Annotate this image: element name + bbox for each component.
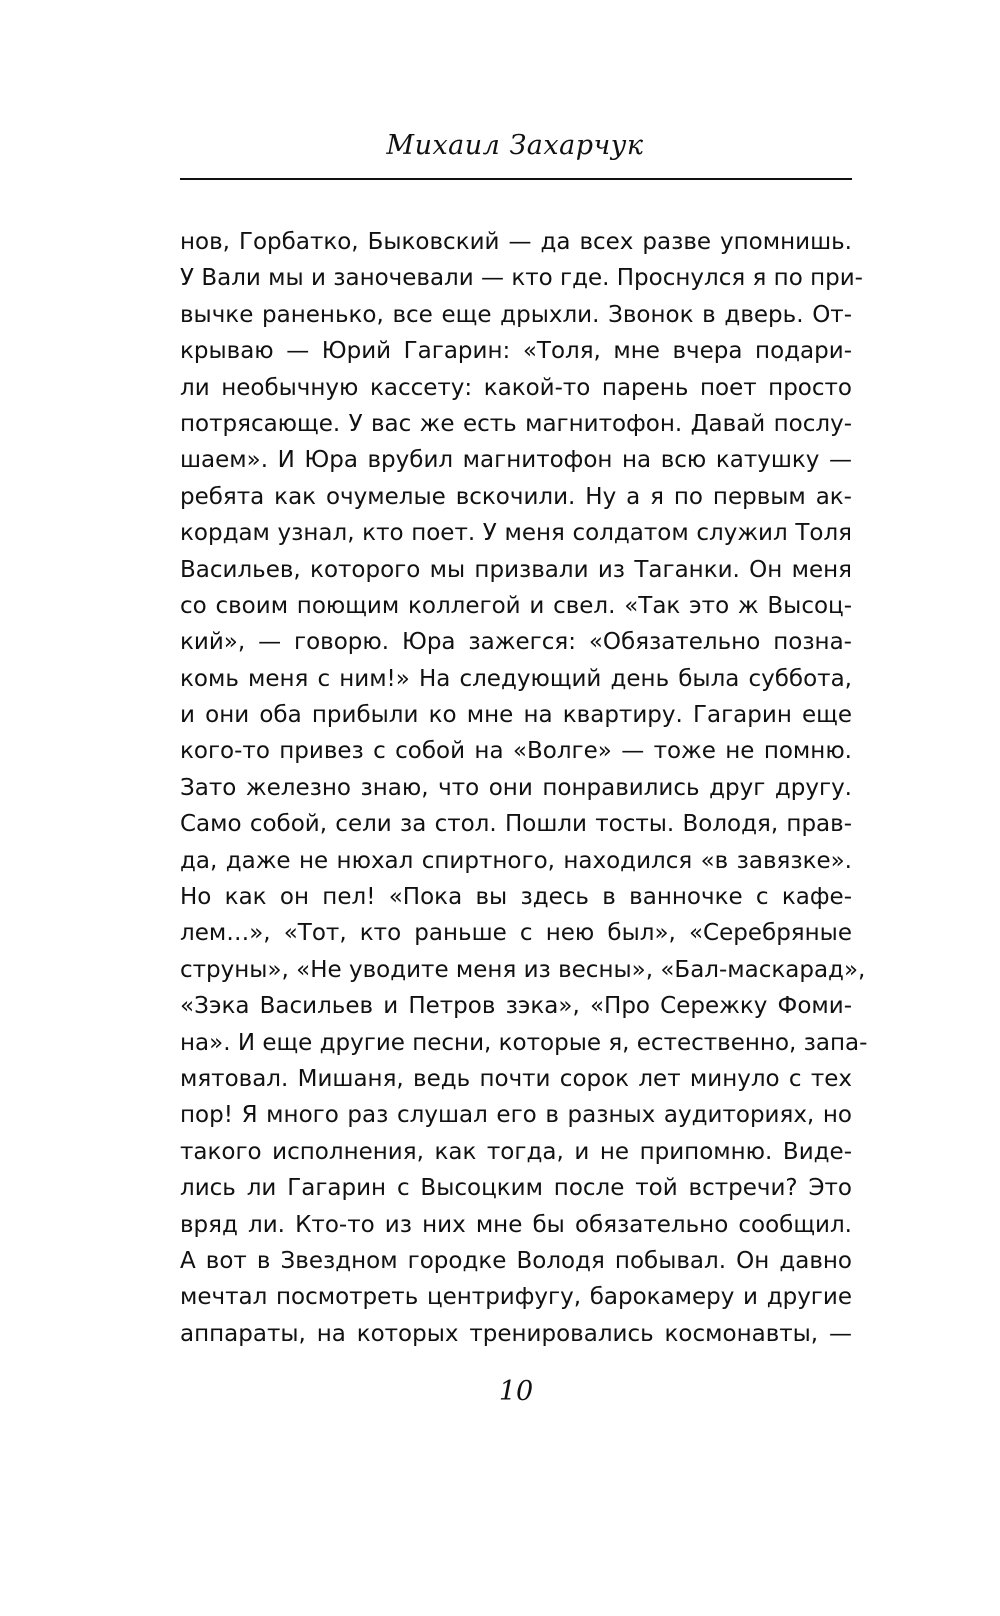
text-line: кордам узнал, кто поет. У меня солдатом служил Толя (180, 520, 852, 547)
text-line: лем…», «Тот, кто раньше с нею был», «Серебряные (180, 920, 852, 947)
text-line: потрясающе. У вас же есть магнитофон. Давай послу- (180, 410, 852, 437)
text-line: кого-то привез с собой на «Волге» — тоже не помню. (180, 738, 852, 765)
text-line: ребята как очумелые вскочили. Ну а я по первым ак- (180, 483, 852, 510)
header-rule (180, 178, 852, 180)
text-line: шаем». И Юра врубил магнитофон на всю катушку — (180, 447, 852, 474)
text-line: А вот в Звездном городке Володя побывал. Он давно (180, 1247, 852, 1274)
text-line: на». И еще другие песни, которые я, естественно, запа- (180, 1029, 868, 1056)
text-line: такого исполнения, как тогда, и не припомню. Виде- (180, 1138, 852, 1165)
text-line: вряд ли. Кто-то из них мне бы обязательно сообщил. (180, 1211, 852, 1238)
text-line: кий», — говорю. Юра зажегся: «Обязательно позна- (180, 629, 852, 656)
text-line: Зато железно знаю, что они понравились друг другу. (180, 774, 852, 801)
text-line: ли необычную кассету: какой-то парень поет просто (180, 374, 852, 401)
text-line: крываю — Юрий Гагарин: «Толя, мне вчера подари- (180, 338, 852, 365)
text-line: аппараты, на которых тренировались космонавты, — (180, 1320, 852, 1347)
text-line: Васильев, которого мы призвали из Таганки. Он меня (180, 556, 852, 583)
text-line: вычке раненько, все еще дрыхли. Звонок в дверь. От- (180, 301, 852, 328)
text-line: Но как он пел! «Пока вы здесь в ванночке с кафе- (180, 884, 852, 911)
text-line: и они оба прибыли ко мне на квартиру. Гагарин еще (180, 702, 852, 729)
text-line: «Зэка Васильев и Петров зэка», «Про Сережку Фоми- (180, 993, 852, 1020)
text-line: нов, Горбатко, Быковский — да всех разве упомнишь. (180, 229, 852, 255)
text-line: да, даже не нюхал спиртного, находился «в завязке». (180, 847, 852, 874)
text-line: лись ли Гагарин с Высоцким после той встречи? Это (180, 1175, 852, 1202)
text-line: со своим поющим коллегой и свел. «Так это ж Высоц- (180, 592, 852, 619)
text-line: комь меня с ним!» На следующий день была суббота, (180, 665, 852, 692)
running-head-author: Михаил Захарчук (386, 130, 644, 161)
text-line: У Вали мы и заночевали — кто где. Проснулся я по при- (180, 265, 863, 292)
body-text (180, 224, 868, 1352)
text-line: мечтал посмотреть центрифугу, барокамеру и другие (180, 1284, 852, 1311)
text-line: Само собой, сели за стол. Пошли тосты. Володя, прав- (180, 811, 852, 838)
page-number: 10 (498, 1376, 534, 1407)
text-line: пор! Я много раз слушал его в разных аудиториях, но (180, 1102, 852, 1129)
text-line: мятовал. Мишаня, ведь почти сорок лет минуло с тех (180, 1065, 852, 1092)
text-line: струны», «Не уводите меня из весны», «Бал-маскарад», (180, 956, 866, 983)
